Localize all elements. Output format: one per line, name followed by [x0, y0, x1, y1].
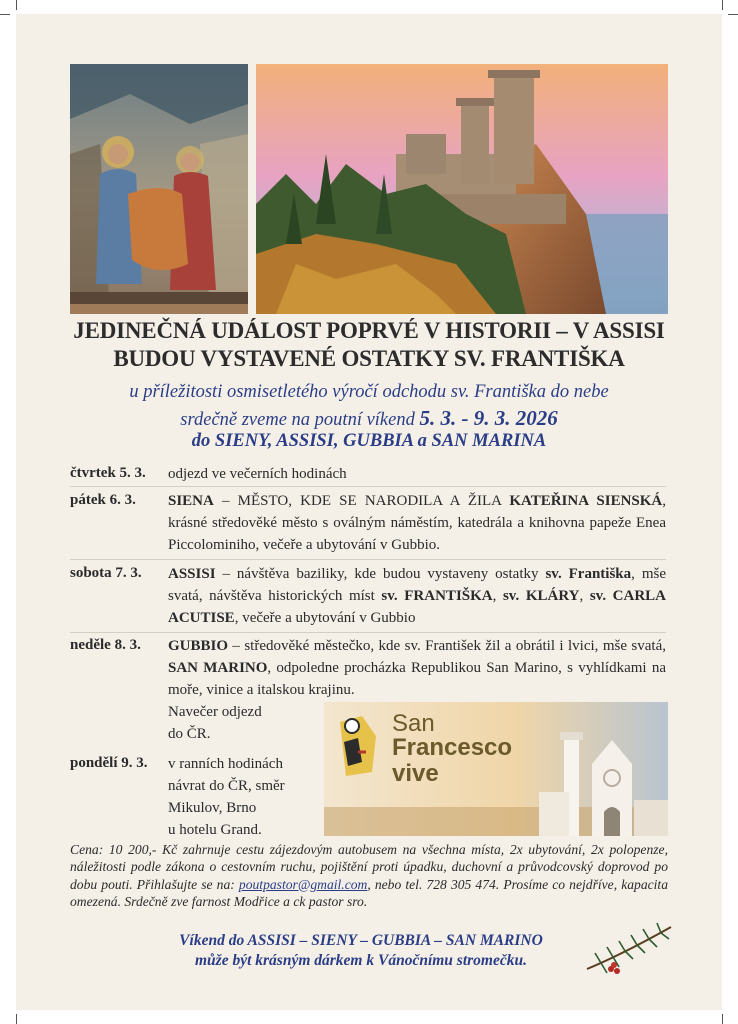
- saint-francis: sv. Františka: [545, 566, 632, 582]
- headline-line-1: JEDINEČNÁ UDÁLOST POPRVÉ V HISTORII – V ASSISI: [73, 318, 665, 343]
- place-san-marino: SAN MARINO: [168, 660, 268, 676]
- schedule-day-fri: pátek 6. 3.: [70, 492, 136, 508]
- place-siena: SIENA: [168, 493, 214, 509]
- email-link[interactable]: poutpastor@gmail.com: [238, 876, 368, 892]
- place-assisi: ASSISI: [168, 566, 216, 582]
- san-francesco-vive-banner: [324, 702, 668, 836]
- schedule-sat-text: ,: [492, 588, 503, 604]
- schedule-sun-text: – středověké městečko, kde sv. František žil a obrátil i lvici, mše svatá,: [228, 638, 666, 654]
- schedule-sat-text: – návštěva baziliky, kde budou vystaveny ostatky: [215, 566, 546, 582]
- schedule-sun-evening: [168, 701, 328, 745]
- schedule-mon-line: v ranních hodinách: [168, 756, 283, 772]
- schedule-fri-text: – MĚSTO, KDE SE NARODILA A ŽILA: [213, 493, 510, 509]
- pine-branch-icon: [581, 919, 676, 979]
- san-marino-castle-image: [256, 64, 668, 314]
- footer-line-2: může být krásným dárkem k Vánočnímu stromečku.: [195, 952, 527, 969]
- schedule-text-fri: [168, 490, 666, 556]
- crop-mark: [16, 0, 17, 10]
- san-francesco-logo: [332, 712, 384, 782]
- intro-line-1: u příležitosti osmisetletého výročí odchodu sv. Františka do nebe: [129, 382, 609, 402]
- crop-mark: [728, 14, 738, 15]
- intro-line-3: do SIENY, ASSISI, GUBBIA a SAN MARINA: [191, 431, 547, 451]
- promo-vive: vive: [392, 760, 439, 787]
- schedule-sat-text: ,: [579, 588, 590, 604]
- schedule-text-mon: [168, 753, 328, 841]
- intro-line-2: [16, 406, 722, 431]
- flyer-page: [16, 14, 722, 1010]
- schedule-text-thu: odjezd ve večerních hodinách: [168, 466, 347, 482]
- saint-clare: sv. KLÁRY: [502, 588, 580, 604]
- trip-dates: 5. 3. - 9. 3. 2026: [419, 406, 558, 430]
- footer-line-1: Víkend do ASSISI – SIENY – GUBBIA – SAN MARINO: [179, 932, 543, 949]
- headline-line-2: BUDOU VYSTAVENÉ OSTATKY SV. FRANTIŠKA: [113, 346, 625, 371]
- price-text: Cena: 10 200,- Kč zahrnuje cestu zájezdovým autobusem na všechna místa, 2x ubytování, 2x polopenze, náležitosti podle zákona o cestovním ruchu, pojištění proti úpadku, duchovní a průvodcovský doprovod po dobu pouti. Přihlašujte se na:: [70, 842, 668, 892]
- crop-mark: [16, 1014, 17, 1024]
- schedule-day-mon: pondělí 9. 3.: [70, 755, 148, 771]
- crop-mark: [0, 14, 10, 15]
- schedule-mon-line: návrat do ČR, směr: [168, 778, 285, 794]
- divider: [70, 486, 666, 487]
- place-gubbio: GUBBIO: [168, 638, 229, 654]
- divider: [70, 632, 666, 633]
- promo-francesco: Francesco: [392, 734, 513, 761]
- saint-catherine: KATEŘINA SIENSKÁ: [509, 493, 663, 509]
- schedule-sat-text: , večeře a ubytování v Gubbio: [234, 610, 416, 626]
- schedule-sun-line: do ČR.: [168, 726, 211, 742]
- saint-carlo-acutis: sv. CARLA ACUTISE: [168, 588, 666, 626]
- schedule-text-sun: [168, 635, 666, 701]
- schedule-mon-line: Mikulov, Brno: [168, 800, 257, 816]
- divider: [70, 559, 666, 560]
- crop-mark: [722, 0, 723, 10]
- promo-san: San: [392, 710, 435, 737]
- crop-mark: [722, 1014, 723, 1024]
- schedule-day-sun: neděle 8. 3.: [70, 637, 141, 653]
- price-info: [70, 841, 668, 911]
- fresco-image: [70, 64, 248, 314]
- schedule-day-sat: sobota 7. 3.: [70, 565, 142, 581]
- intro-line-2-text: srdečně zveme na poutní víkend: [180, 410, 420, 430]
- price-text: , nebo tel. 728 305 474. Prosíme co nejdříve, kapacita omezená. Srdečně zve farnost Modřice a ck pastor sro.: [70, 876, 669, 910]
- schedule-sun-line: Navečer odjezd: [168, 704, 262, 720]
- schedule-mon-line: u hotelu Grand.: [168, 822, 262, 838]
- schedule-text-sat: [168, 563, 666, 629]
- schedule-sat-text: , mše svatá, návštěva historických míst: [168, 566, 666, 604]
- schedule-day-thu: čtvrtek 5. 3.: [70, 465, 146, 481]
- schedule-sun-text: , odpoledne procházka Republikou San Marino, s vyhlídkami na moře, vinice a italskou krajinu.: [168, 660, 666, 698]
- saint-francis-caps: sv. FRANTIŠKA: [381, 588, 493, 604]
- schedule-fri-text: , krásné středověké město s oválným náměstím, katedrála a knihovna papeže Enea Piccolominiho, večeře a ubytování v Gubbio.: [168, 493, 667, 553]
